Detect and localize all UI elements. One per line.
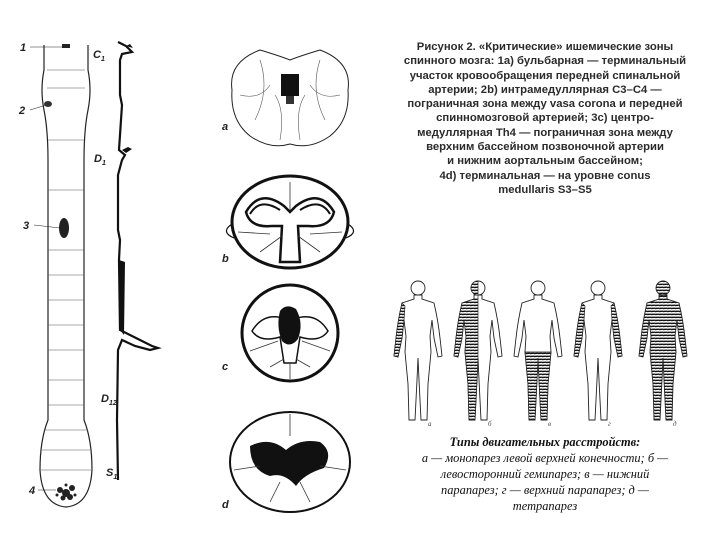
marker-4: 4 — [29, 485, 36, 497]
figure-v — [514, 281, 562, 420]
motor-title: Типы двигательных расстройств: — [449, 435, 641, 449]
motor-line: а — монопарез левой верхней конечности; б — — [421, 451, 669, 465]
caption-line: 4d) терминальная — на уровне conus — [439, 169, 651, 182]
cross-section-c — [242, 285, 338, 381]
caption-line: артерии; 2b) интрамедуллярная C3–C4 — — [428, 83, 662, 96]
marker-1: 1 — [20, 42, 27, 54]
marker-2: 2 — [19, 105, 26, 117]
label-d12: $D_{12}$ — [101, 393, 117, 407]
caption-line: medullaris S3–S5 — [498, 183, 592, 196]
motor-disorder-figures — [388, 278, 708, 428]
caption-line: пограничная зона между vasa corona и передней — [407, 98, 683, 111]
caption-line: и нижним аортальным бассейном; — [447, 155, 643, 168]
lesion-2 — [44, 101, 52, 107]
figure-g — [574, 281, 622, 420]
figure-label-d: д — [673, 420, 677, 428]
lesion-1 — [62, 44, 70, 48]
motor-line: левосторонний гемипарез; в — нижний — [440, 467, 650, 481]
figure-label-g: г — [608, 420, 611, 428]
artery-profile — [117, 42, 158, 480]
figure-label-a: а — [428, 420, 432, 428]
motor-line: парапарез; г — верхний парапарез; д — — [441, 483, 649, 497]
marker-3: 3 — [23, 220, 30, 232]
caption-line: спинного мозга: 1а) бульбарная — терминальный — [403, 55, 687, 68]
figure-label-b: б — [488, 420, 492, 428]
figure-b — [454, 281, 502, 420]
label-d: d — [222, 499, 229, 511]
lesion-4 — [56, 484, 77, 501]
cross-section-d — [230, 412, 350, 512]
caption-line: Рисунок 2. «Критические» ишемические зоны — [416, 41, 674, 53]
label-c: c — [222, 361, 229, 373]
label-s1: $S_1$ — [106, 467, 118, 481]
figure-d — [639, 281, 687, 420]
cross-section-b — [226, 176, 353, 268]
label-c1: $C_1$ — [93, 49, 105, 63]
label-d1: $D_1$ — [94, 153, 106, 167]
label-a: a — [222, 121, 229, 133]
figure-label-v: в — [548, 420, 552, 428]
lesion-3 — [59, 218, 69, 238]
figure-a — [394, 281, 442, 420]
figure-caption — [375, 40, 715, 197]
motor-line: тетрапарез — [512, 499, 578, 513]
figures-svg — [388, 278, 708, 428]
cross-section-a — [232, 50, 349, 146]
motor-disorders-text — [380, 434, 710, 514]
caption-line: медуллярная Th4 — пограничная зона между — [417, 126, 673, 139]
caption-line: спинномозговой артерией; 3с) центро- — [436, 112, 654, 125]
label-b: b — [222, 253, 229, 265]
caption-line: верхним бассейном позвоночной артерии — [426, 141, 664, 154]
cord-outline — [40, 45, 92, 507]
caption-line: участок кровообращения передней спинальной — [409, 69, 681, 82]
